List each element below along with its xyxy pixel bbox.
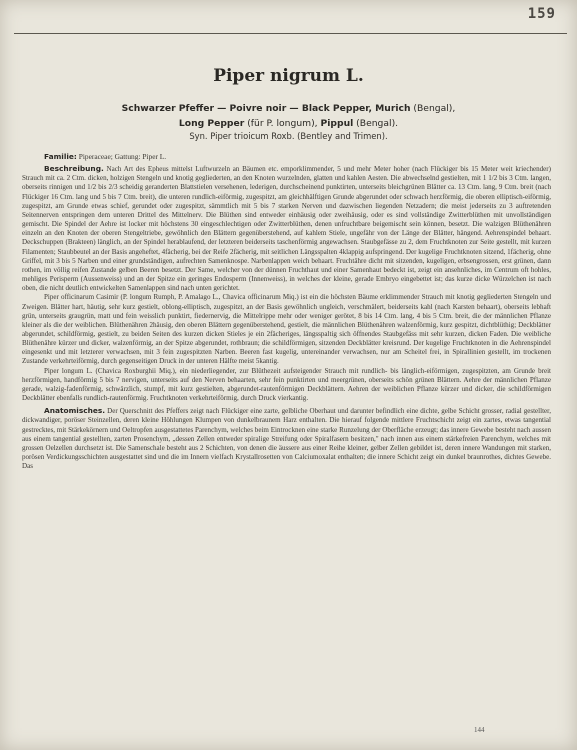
- body-text: [22, 152, 551, 471]
- common-names-note-1: (Bengal),: [410, 103, 456, 114]
- beschreibung-paragraph: [22, 164, 551, 293]
- synonym-line: Syn. Piper trioicum Roxb. (Bentley and Trimen).: [189, 131, 388, 141]
- anatomisches-heading: Anatomisches.: [44, 406, 106, 416]
- common-names-note-3: (Bengal).: [353, 118, 399, 129]
- page-number: 159: [527, 6, 556, 22]
- officinarum-paragraph: Piper officinarum Casimir (P. longum Rumph, P. Amalago L., Chavica officinarum Miq.) ist ein die höchsten Bäume erklimmender Strauch mit knotig gegliederten Stengeln und Zweigen. Blätter hart, häutig, sehr kurz gestielt, oblong-elliptisch, zugespitzt, an der Basis gewöhnlich ungleich, verschmälert, beiderseits kahl (nach Karsten behaart), oberseits lebhaft grün, unterseits graugrün, matt und fein weisslich punktirt, fiedernervig, die Mittelrippe mehr oder weniger gerötet, 8 bis 14 Ctm. lang, 4 bis 5 Ctm. breit, die der männlichen Pflanze kleiner als die der weiblichen. Blüthenähren 2häusig, den oberen Blättern gegenüberstehend, gestielt, die männlichen Blüthenähren walzenförmig, kurz gespitzt, dichtblüthig; Deckblätter abgerundet, schildförmig, gestielt, zu beiden Seiten des kurzen dicken Stieles je ein 2fächeriges, längsspaltig sich öffnendes Staubgefäss mit sehr kurzen, dicken Faden. Die weibliche Blüthenähre kürzer und dicker, walzenförmig, an der Spitze abgerundet, rothbraun; die schildförmigen, sitzenden Deckblätter kreisrund. Der kugelige Fruchtknoten in die Aehrenspindel eingesenkt und mit letzterer verwachsen, mit 3 fein zugespitzten Narben. Beeren fast kugelig, untereinander verwachsen, nur am Scheitel frei, in Spirallinien gestellt, im trockenen Zustande verkehrteiförmig, durch gegenseitigen Druck in der unteren Hälfte meist 5kantig.: [22, 293, 551, 366]
- common-names-bold-1: Schwarzer Pfeffer — Poivre noir — Black Pepper, Murich: [121, 103, 411, 114]
- family-label: Familie:: [44, 152, 77, 161]
- common-names: [40, 101, 537, 131]
- family-value: Piperaceae; Gattung: Piper L.: [78, 152, 167, 161]
- common-names-bold-2: Long Pepper: [178, 118, 245, 129]
- common-names-bold-3: Pippul: [320, 118, 354, 129]
- common-names-note-2: (für P. longum),: [244, 118, 321, 129]
- header-rule: [14, 33, 567, 34]
- longum-paragraph: Piper longum L. (Chavica Roxburghii Miq.), ein niederliegender, zur Blüthezeit aufsteigender Strauch mit rundlich- bis länglich-eiförmigen, zugespitzten, am Grunde breit herzförmigen, handförmig 5 bis 7 nervigen, unterseits auf den Nerven behaarten, sehr fein punktirten und meergrünen, oberseits schön grünen Blättern. Aehre der männlichen Pflanze gerade, walzig-fadenförmig, schwärzlich, stumpf, mit kurz gestielten, abgerundet-rautenförmigen Deckblättern. Aehren der weiblichen Pflanze kürzer und dicker, die schildförmigen Deckblätter ebenfalls rundlich-rautenförmig. Fruchtknoten verkehrteiförmig, durch Druck vierkantig.: [22, 366, 551, 403]
- footer-number: 144: [474, 726, 485, 734]
- page-title: Piper nigrum L.: [213, 66, 364, 86]
- beschreibung-heading: Beschreibung.: [44, 164, 104, 174]
- anatomisches-text: Der Querschnitt des Pfeffers zeigt nach Flückiger eine zarte, gelbliche Oberhaut und darunter befindlich eine dichte, gelbe Schicht grosser, radial gestellter, dickwandiger, poröser Steinzellen, deren kleine Höhlungen Klumpen von dunkelbraunem Harz enthalten. Die hierauf folgende mittlere Fruchtschicht zeigt ein zartes, etwas tangential gestrecktes, mit Stärkekörnern und Oeltropfen ausgestattetes Parenchym, welches beim Eintrocknen eine starke Runzelung der Oberfläche erzeugt; das innere Gewebe besteht nach aussen aus einem tangential gestellten, zarten Prosenchym, „dessen Zellen entweder spiralige Streifung oder Spiralfasern besitzen," nach innen aus einem stärkefreien Parenchym, welches mit grossen Oelzellen durchsetzt ist. Die Samenschale besteht aus 2 Schichten, von denen die äussere aus einer Reihe kleiner, gelber Zellen gebildet ist, deren innere Wandungen mit starken, porösen Verdickungsschichten ausgestattet sind und die im Innern vielfach Krystallrosetten von Calciumoxalat enthalten; die innere Schicht zeigt ein dunkel braunrothes, dichtes Gewebe. Das: [22, 407, 551, 471]
- family-line: [44, 152, 551, 161]
- anatomisches-paragraph: [22, 406, 551, 471]
- beschreibung-text: Nach Art des Epheus mittelst Luftwurzeln an Bäumen etc. emporklimmender, 5 und mehr Meter hoher (nach Flückiger bis 15 Meter weit kriechender) Strauch mit ca. 2 Ctm. dicken, holzigen Stengeln und knotig gegliederten, an den Knoten wurzelnden, glatten und kahlen Aesten. Die abwechselnd gestielten, mit 1 1/2 bis 3 Ctm. langen, oberseits rinnigen und 1/2 bis 2/3 scheidig geranderten Blattstielen versehenen, lederigen, durchscheinend punktirten, unterseits bleichgrünen Blätter ca. 13 Ctm. lang, 9 Ctm. breit (nach Flückiger 16 Ctm. lang und 5 bis 7 Ctm. breit), die unteren rundlich-eiförmig, zugespitzt, am gleichhälftigen Grunde abgerundet oder schwach herzförmig, die oberen elliptisch-eiförmig, zugespitzt, am Grunde etwas schief, gerundet oder zugespitzt, sämmtlich mit 5 bis 7 starken Nerven und dazwischen liegenden Netzadern; die meist jederseits zu 3 auftretenden Seitennerven entspringen dem unteren Drittel des Mittelnerv. Die Blüthen sind entweder einhäusig oder zweihäusig, oder es sind vollständige Zwitterblüthen mit unvollständigen gemischt. Die Spindel der Aehre ist locker mit höchstens 30 eingeschlechtigen oder Zwitterblüthen, denen unfruchtbare beigemischt sein können, besetzt. Die walzigen Blüthenähren einzeln an den Knoten der oberen Stengeltriebe, gewöhnlich den Blättern gegenüberstehend, auf kahlem Stiele, ungefähr von der Länge der Blätter, hängend. Aehrenspindel behaart. Deckschuppen (Brakteen) länglich, an der Spindel herablaufend, der letzteren beiderseits taschenförmig angewachsen. Staubgefässe zu 2, dem Fruchtknoten zur Seite gestellt, mit kurzen Filamenten; Staubbeutel an der Basis angeheftet, 4fächerig, bei der Reife 2fächerig, mit seitlichen Längsspalten 4klappig aufspringend. Der kugelige Fruchtknoten sitzend, 1fächerig, ohne Griffel, mit 3 bis 5 Narben und einer grundständigen, aufrechten Samenknospe. Narbenlappen weich behaart. Fruchtähre dicht mit sitzenden, kugeligen, erbsengrossen, erst grünen, dann rothen, im völlig reifen Zustande gelben Beeren besetzt. Der Same, welcher von der dünnen Fruchthaut und einer Samenhaut bedeckt ist, zeigt ein ansehnliches, im Centrum oft hohles, mehliges Perisperm (Aussenweiss) und an der Spitze ein geringes Endosperm (Innenweiss), in welches der kleine, gerade Embryo eingebettet ist; das kurze dicke Würzelchen ist nach oben, die nicht deutlich entwickelten Samenlappen sind nach unten gerichtet.: [22, 165, 551, 293]
